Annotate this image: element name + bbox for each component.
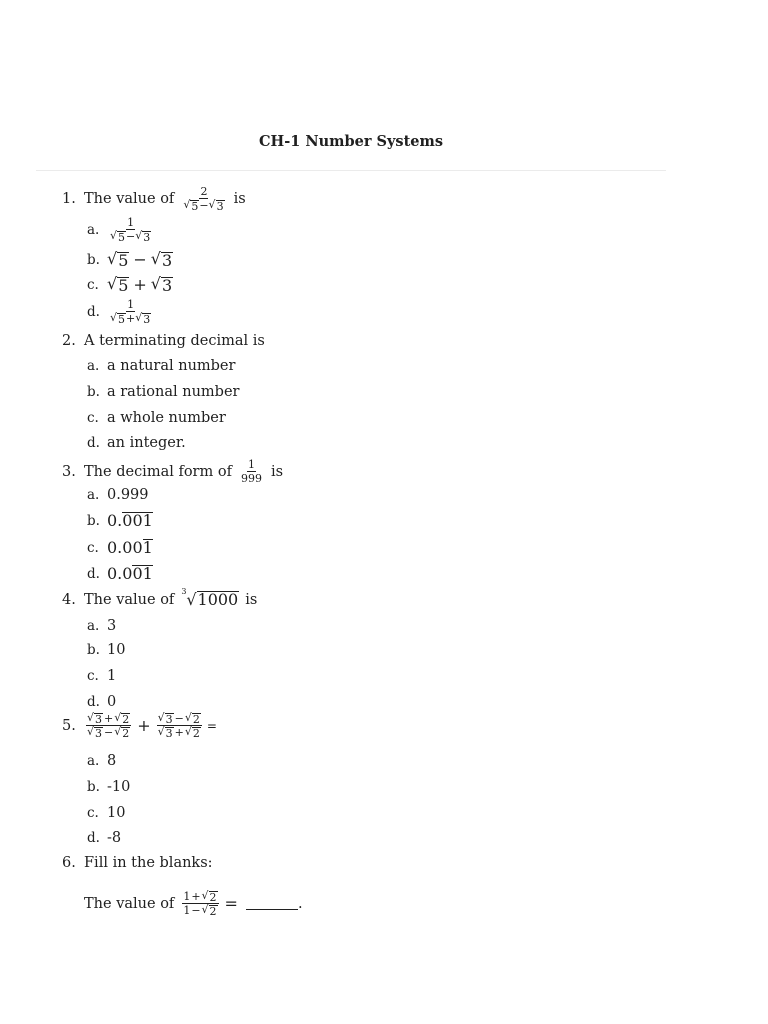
option-2a — [87, 358, 235, 374]
option-text: -8 — [107, 830, 122, 846]
option-text: -10 — [107, 779, 131, 795]
option-4c — [87, 668, 116, 684]
option-letter: d. — [87, 694, 100, 710]
question-number: 6. — [62, 855, 76, 871]
option-text: 8 — [107, 753, 117, 769]
option-letter: c. — [87, 668, 99, 684]
question-suffix: is — [233, 190, 246, 207]
option-letter: a. — [87, 358, 100, 374]
option-text: 10 — [107, 805, 126, 821]
option-text: a whole number — [107, 410, 226, 426]
math-expression: 0.00 1 — [107, 538, 153, 557]
option-letter: b. — [87, 384, 100, 400]
option-2b — [87, 384, 239, 400]
option-letter: c. — [87, 539, 99, 556]
option-5d — [87, 830, 121, 846]
option-text: 10 — [107, 642, 126, 658]
option-letter: a. — [87, 487, 100, 503]
blank-suffix: . — [297, 895, 303, 912]
option-letter: c. — [87, 805, 99, 821]
question-6 — [62, 855, 213, 871]
option-text: a natural number — [107, 358, 236, 374]
option-letter: d. — [87, 303, 100, 320]
question-number: 3. — [62, 463, 76, 480]
question-number: 2. — [62, 333, 76, 349]
math-fraction: 1 √ 5 + √ 3 — [110, 298, 151, 326]
option-text: 0 — [107, 694, 117, 710]
option-4b — [87, 642, 125, 658]
option-5a — [87, 753, 116, 769]
option-1a — [87, 216, 154, 243]
option-4d — [87, 694, 116, 710]
option-letter: a. — [87, 221, 100, 238]
question-2 — [62, 333, 265, 349]
option-2c — [87, 410, 226, 426]
option-5b — [87, 779, 130, 795]
math-fraction: 1 √ 5 − √ 3 — [110, 216, 151, 244]
question-number: 1. — [62, 190, 76, 207]
question-suffix: is — [245, 591, 258, 608]
title-divider — [36, 170, 666, 171]
option-text: an integer. — [107, 435, 186, 451]
option-letter: d. — [87, 435, 100, 451]
question-number: 5. — [62, 717, 76, 734]
option-3d — [87, 564, 153, 583]
option-letter: b. — [87, 512, 100, 529]
option-letter: b. — [87, 779, 100, 795]
question-text: A terminating decimal is — [84, 333, 265, 349]
option-letter: c. — [87, 276, 99, 293]
option-text: 0.999 — [107, 487, 149, 503]
option-4a — [87, 618, 116, 634]
question-1 — [62, 185, 246, 212]
math-expression: √ 5 + √ 3 — [107, 273, 173, 295]
option-1d — [87, 298, 154, 325]
math-expression: 0.0 01 — [107, 564, 153, 583]
math-fraction: 2 √ 5 − √ 3 — [183, 185, 224, 213]
math-fraction: $\frac{1}{999}$ — [240, 458, 262, 485]
question-4 — [62, 587, 258, 609]
question-3 — [62, 458, 283, 485]
question-number: 4. — [62, 591, 76, 608]
question-text: Fill in the blanks: — [84, 855, 213, 871]
option-letter: a. — [87, 753, 100, 769]
math-cube-root: 3 √ 1000 — [181, 587, 239, 609]
option-2d — [87, 435, 186, 451]
question-text: The value of — [84, 190, 175, 207]
math-fraction: 1 + √ 2 1 − √ 2 — [183, 889, 217, 918]
answer-blank[interactable] — [246, 897, 298, 910]
option-text: 3 — [107, 618, 117, 634]
blank-prefix: The value of — [84, 895, 175, 912]
question-5 — [62, 712, 217, 739]
fill-in-blank: The value of 1 + √ 2 1 − √ 2 = . — [84, 889, 303, 918]
math-expression: √ 5 − √ 3 — [107, 248, 173, 270]
question-suffix: is — [270, 463, 284, 480]
option-letter: c. — [87, 410, 99, 426]
math-expression: 0. 001 — [107, 511, 153, 530]
option-3b — [87, 511, 153, 530]
page-title: CH-1 Number Systems — [258, 133, 444, 150]
option-letter: a. — [87, 618, 100, 634]
question-suffix: = — [206, 718, 217, 733]
option-5c — [87, 805, 125, 821]
option-letter: d. — [87, 830, 100, 846]
question-text: The decimal form of — [84, 463, 232, 480]
option-1b — [87, 250, 173, 269]
option-1c — [87, 275, 173, 294]
math-expression: √ 3 + √ 2 √ 3 − √ 2 + √ 3 − √ 2 √ 3 + √ 2 — [87, 711, 200, 740]
option-3c — [87, 538, 153, 557]
option-letter: b. — [87, 642, 100, 658]
question-text: The value of — [84, 591, 175, 608]
option-text: 1 — [107, 668, 117, 684]
option-text: a rational number — [107, 384, 240, 400]
option-letter: b. — [87, 251, 100, 268]
option-3a — [87, 487, 149, 503]
option-letter: d. — [87, 565, 100, 582]
